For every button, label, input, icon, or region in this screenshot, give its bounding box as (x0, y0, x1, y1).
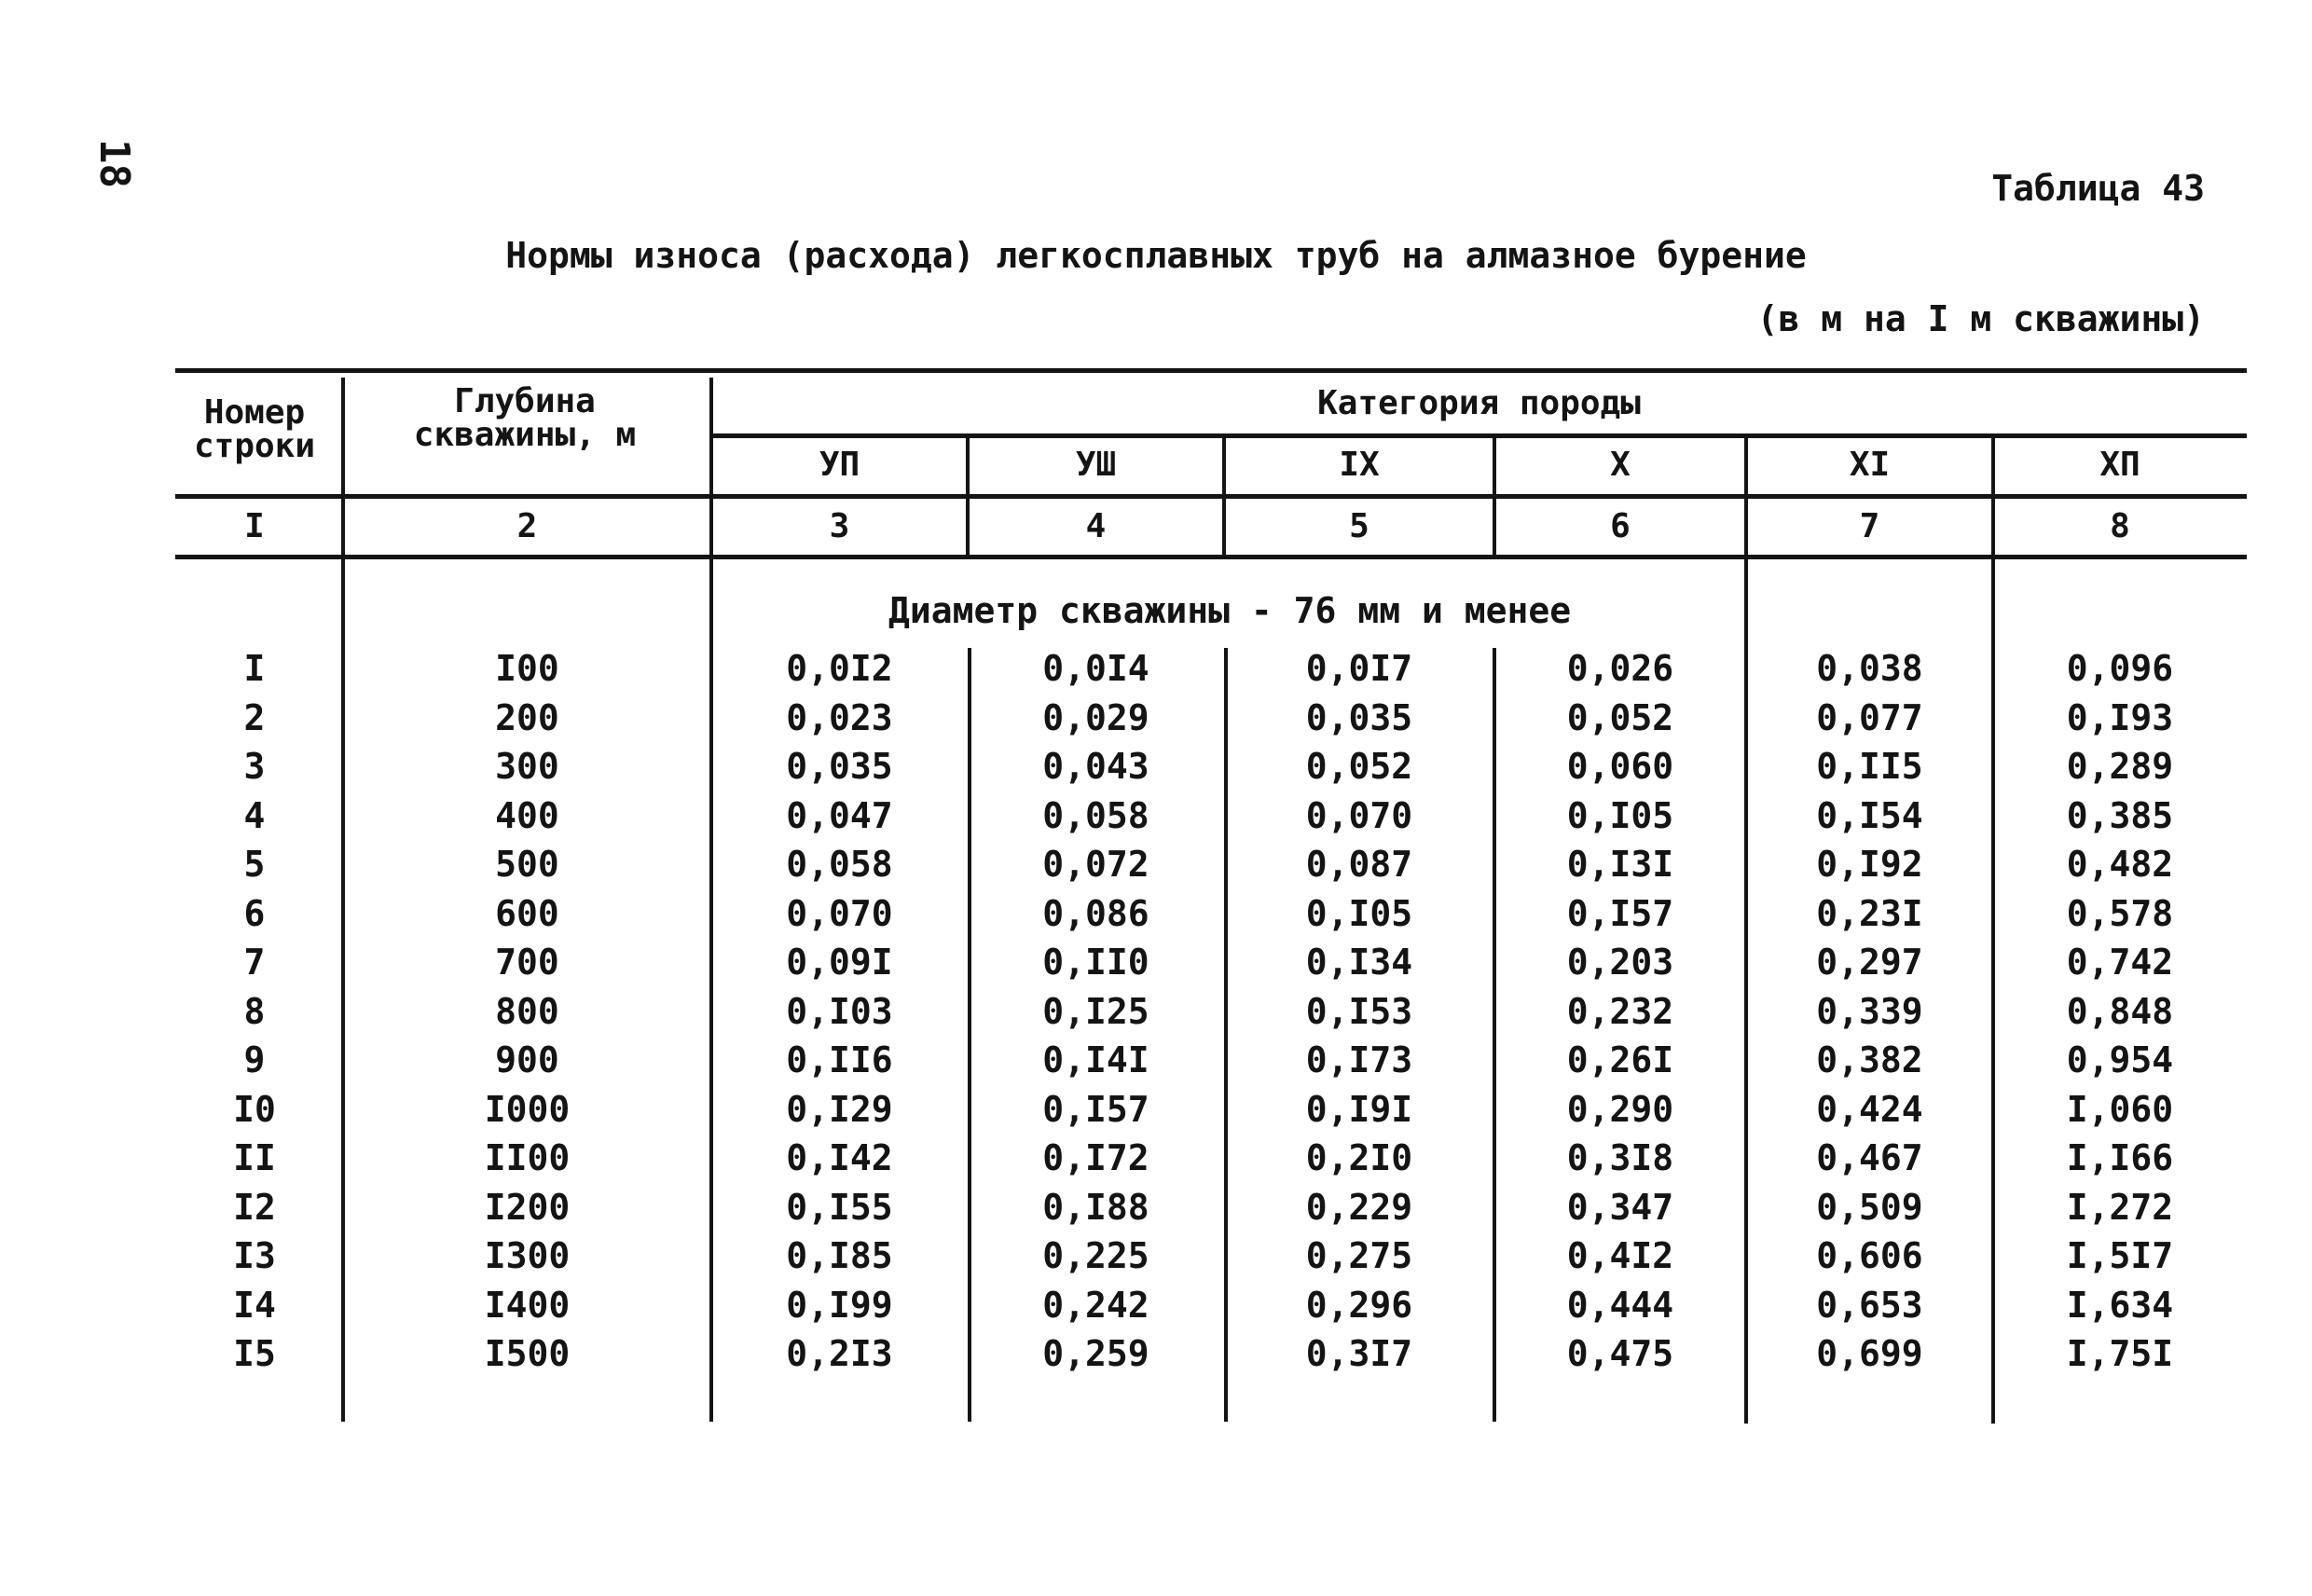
row-number-cell: I3 (233, 1235, 276, 1276)
wear-value-cell: 0,I3I (1566, 844, 1674, 885)
wear-value-cell: 0,I54 (1816, 794, 1923, 836)
page-number: 18 (89, 139, 138, 188)
header-rock-category: Категория породы (1317, 384, 1641, 422)
wear-value-cell: 0,4I2 (1566, 1235, 1674, 1276)
wear-value-cell: 0,II6 (786, 1039, 893, 1080)
wear-value-cell: 0,848 (2066, 990, 2174, 1032)
col-rule-5-head (1493, 435, 1496, 557)
wear-value-cell: 0,035 (1305, 696, 1413, 738)
wear-value-cell: 0,3I8 (1566, 1137, 1674, 1178)
category-cell: УП (819, 446, 860, 484)
column-number: 2 (516, 507, 538, 545)
depth-cell: I300 (484, 1235, 571, 1276)
wear-value-cell: 0,035 (786, 746, 893, 787)
wear-value-cell: 0,225 (1042, 1235, 1149, 1276)
table-top-rule (175, 368, 2247, 373)
wear-value-cell: 0,0I2 (786, 648, 893, 689)
wear-value-cell: 0,09I (786, 942, 893, 983)
depth-cell: I00 (495, 648, 559, 689)
wear-value-cell: I,I66 (2066, 1137, 2174, 1178)
wear-value-cell: 0,I34 (1305, 942, 1413, 983)
wear-value-cell: 0,23I (1816, 892, 1923, 934)
wear-value-cell: 0,I85 (786, 1235, 893, 1276)
wear-value-cell: 0,742 (2066, 942, 2174, 983)
wear-value-cell: 0,297 (1816, 942, 1923, 983)
wear-value-cell: 0,385 (2066, 794, 2174, 836)
wear-value-cell: I,75I (2066, 1333, 2174, 1374)
wear-value-cell: 0,I57 (1566, 892, 1674, 934)
row-number-cell: 3 (243, 746, 266, 787)
wear-value-cell: 0,259 (1042, 1333, 1149, 1374)
column-number: 7 (1859, 507, 1880, 545)
category-rule (711, 433, 2247, 438)
wear-value-cell: 0,578 (2066, 892, 2174, 934)
wear-value-cell: 0,606 (1816, 1235, 1923, 1276)
wear-value-cell: 0,475 (1566, 1333, 1674, 1374)
wear-value-cell: 0,I88 (1042, 1186, 1149, 1228)
depth-cell: 500 (495, 844, 559, 885)
header-depth: Глубина скважины, м (413, 382, 637, 454)
category-cell: IX (1339, 446, 1380, 484)
depth-cell: I500 (484, 1333, 571, 1374)
header-row-number: Номер строки (193, 393, 316, 465)
wear-value-cell: 0,444 (1566, 1284, 1674, 1326)
wear-value-cell: 0,023 (786, 696, 893, 738)
depth-cell: 700 (495, 942, 559, 983)
header-bottom-rule (175, 494, 2247, 499)
wear-value-cell: 0,2I0 (1305, 1137, 1413, 1178)
row-number-cell: 7 (243, 942, 266, 983)
wear-value-cell: 0,229 (1305, 1186, 1413, 1228)
wear-value-cell: 0,289 (2066, 746, 2174, 787)
wear-value-cell: 0,I73 (1305, 1039, 1413, 1080)
depth-cell: I200 (484, 1186, 571, 1228)
wear-value-cell: 0,029 (1042, 696, 1149, 738)
wear-value-cell: I,5I7 (2066, 1235, 2174, 1276)
depth-cell: II00 (484, 1137, 571, 1178)
wear-value-cell: 0,058 (786, 844, 893, 885)
column-number: 5 (1349, 507, 1369, 545)
wear-value-cell: 0,275 (1305, 1235, 1413, 1276)
wear-value-cell: 0,I4I (1042, 1039, 1149, 1080)
wear-value-cell: 0,II0 (1042, 942, 1149, 983)
row-number-cell: I2 (233, 1186, 276, 1228)
row-number-cell: 4 (243, 794, 266, 836)
wear-value-cell: 0,I03 (786, 990, 893, 1032)
column-number: 8 (2110, 507, 2130, 545)
wear-value-cell: 0,699 (1816, 1333, 1923, 1374)
wear-value-cell: 0,I92 (1816, 844, 1923, 885)
wear-value-cell: I,634 (2066, 1284, 2174, 1326)
column-number: I (244, 507, 265, 545)
wear-value-cell: 0,070 (1305, 794, 1413, 836)
table-title: Нормы износа (расхода) легкосплавных труб на алмазное бурение (505, 235, 1807, 276)
wear-value-cell: 0,I53 (1305, 990, 1413, 1032)
wear-value-cell: 0,I25 (1042, 990, 1149, 1032)
depth-cell: 400 (495, 794, 559, 836)
wear-value-cell: 0,3I7 (1305, 1333, 1413, 1374)
wear-value-cell: 0,2I3 (786, 1333, 893, 1374)
wear-norms-table (175, 368, 2247, 1431)
wear-value-cell: 0,424 (1816, 1088, 1923, 1130)
wear-value-cell: 0,296 (1305, 1284, 1413, 1326)
wear-value-cell: 0,060 (1566, 746, 1674, 787)
wear-value-cell: 0,232 (1566, 990, 1674, 1032)
wear-value-cell: 0,086 (1042, 892, 1149, 934)
wear-value-cell: 0,043 (1042, 746, 1149, 787)
wear-value-cell: 0,242 (1042, 1284, 1149, 1326)
wear-value-cell: 0,052 (1566, 696, 1674, 738)
wear-value-cell: 0,290 (1566, 1088, 1674, 1130)
wear-value-cell: 0,II5 (1816, 746, 1923, 787)
col-rule-3-head (966, 435, 970, 557)
wear-value-cell: 0,047 (786, 794, 893, 836)
depth-cell: 900 (495, 1039, 559, 1080)
column-number: 3 (829, 507, 850, 545)
row-number-cell: 8 (243, 990, 266, 1032)
row-number-cell: I4 (233, 1284, 276, 1326)
wear-value-cell: 0,026 (1566, 648, 1674, 689)
depth-cell: I400 (484, 1284, 571, 1326)
wear-value-cell: 0,509 (1816, 1186, 1923, 1228)
wear-value-cell: 0,I05 (1305, 892, 1413, 934)
wear-value-cell: 0,096 (2066, 648, 2174, 689)
wear-value-cell: 0,467 (1816, 1137, 1923, 1178)
row-number-cell: 5 (243, 844, 266, 885)
category-cell: XI (1849, 446, 1891, 484)
wear-value-cell: 0,26I (1566, 1039, 1674, 1080)
wear-value-cell: 0,0I7 (1305, 648, 1413, 689)
category-cell: ХП (2099, 446, 2140, 484)
wear-value-cell: 0,I55 (786, 1186, 893, 1228)
row-number-cell: I5 (233, 1333, 276, 1374)
wear-value-cell: 0,I99 (786, 1284, 893, 1326)
depth-cell: 800 (495, 990, 559, 1032)
wear-value-cell: 0,072 (1042, 844, 1149, 885)
wear-value-cell: 0,347 (1566, 1186, 1674, 1228)
row-number-cell: 9 (243, 1039, 266, 1080)
col-rule-4-head (1222, 435, 1226, 557)
depth-cell: 200 (495, 696, 559, 738)
wear-value-cell: 0,I72 (1042, 1137, 1149, 1178)
wear-value-cell: I,060 (2066, 1088, 2174, 1130)
wear-value-cell: 0,I05 (1566, 794, 1674, 836)
wear-value-cell: 0,052 (1305, 746, 1413, 787)
wear-value-cell: 0,0I4 (1042, 648, 1149, 689)
column-number: 4 (1085, 507, 1107, 545)
category-cell: УШ (1075, 446, 1117, 484)
row-number-cell: I (243, 648, 266, 689)
wear-value-cell: 0,653 (1816, 1284, 1923, 1326)
wear-value-cell: 0,077 (1816, 696, 1923, 738)
wear-value-cell: 0,I42 (786, 1137, 893, 1178)
row-number-cell: I0 (233, 1088, 276, 1130)
depth-cell: 300 (495, 746, 559, 787)
row-number-cell: 6 (243, 892, 266, 934)
wear-value-cell: 0,339 (1816, 990, 1923, 1032)
row-number-cell: 2 (243, 696, 266, 738)
wear-value-cell: I,272 (2066, 1186, 2174, 1228)
column-numbers-rule (175, 555, 2247, 559)
table-label: Таблица 43 (1991, 168, 2205, 209)
wear-value-cell: 0,I9I (1305, 1088, 1413, 1130)
category-cell: X (1610, 446, 1631, 484)
wear-value-cell: 0,038 (1816, 648, 1923, 689)
depth-cell: 600 (495, 892, 559, 934)
wear-value-cell: 0,I57 (1042, 1088, 1149, 1130)
wear-value-cell: 0,482 (2066, 844, 2174, 885)
wear-value-cell: 0,058 (1042, 794, 1149, 836)
units-note: (в м на I м скважины) (1756, 298, 2205, 339)
row-number-cell: II (233, 1137, 276, 1178)
wear-value-cell: 0,070 (786, 892, 893, 934)
wear-value-cell: 0,382 (1816, 1039, 1923, 1080)
section-title: Диаметр скважины - 76 мм и менее (888, 590, 1572, 631)
depth-cell: I000 (484, 1088, 571, 1130)
column-number: 6 (1610, 507, 1631, 545)
wear-value-cell: 0,954 (2066, 1039, 2174, 1080)
wear-value-cell: 0,I29 (786, 1088, 893, 1130)
wear-value-cell: 0,I93 (2066, 696, 2174, 738)
wear-value-cell: 0,203 (1566, 942, 1674, 983)
wear-value-cell: 0,087 (1305, 844, 1413, 885)
